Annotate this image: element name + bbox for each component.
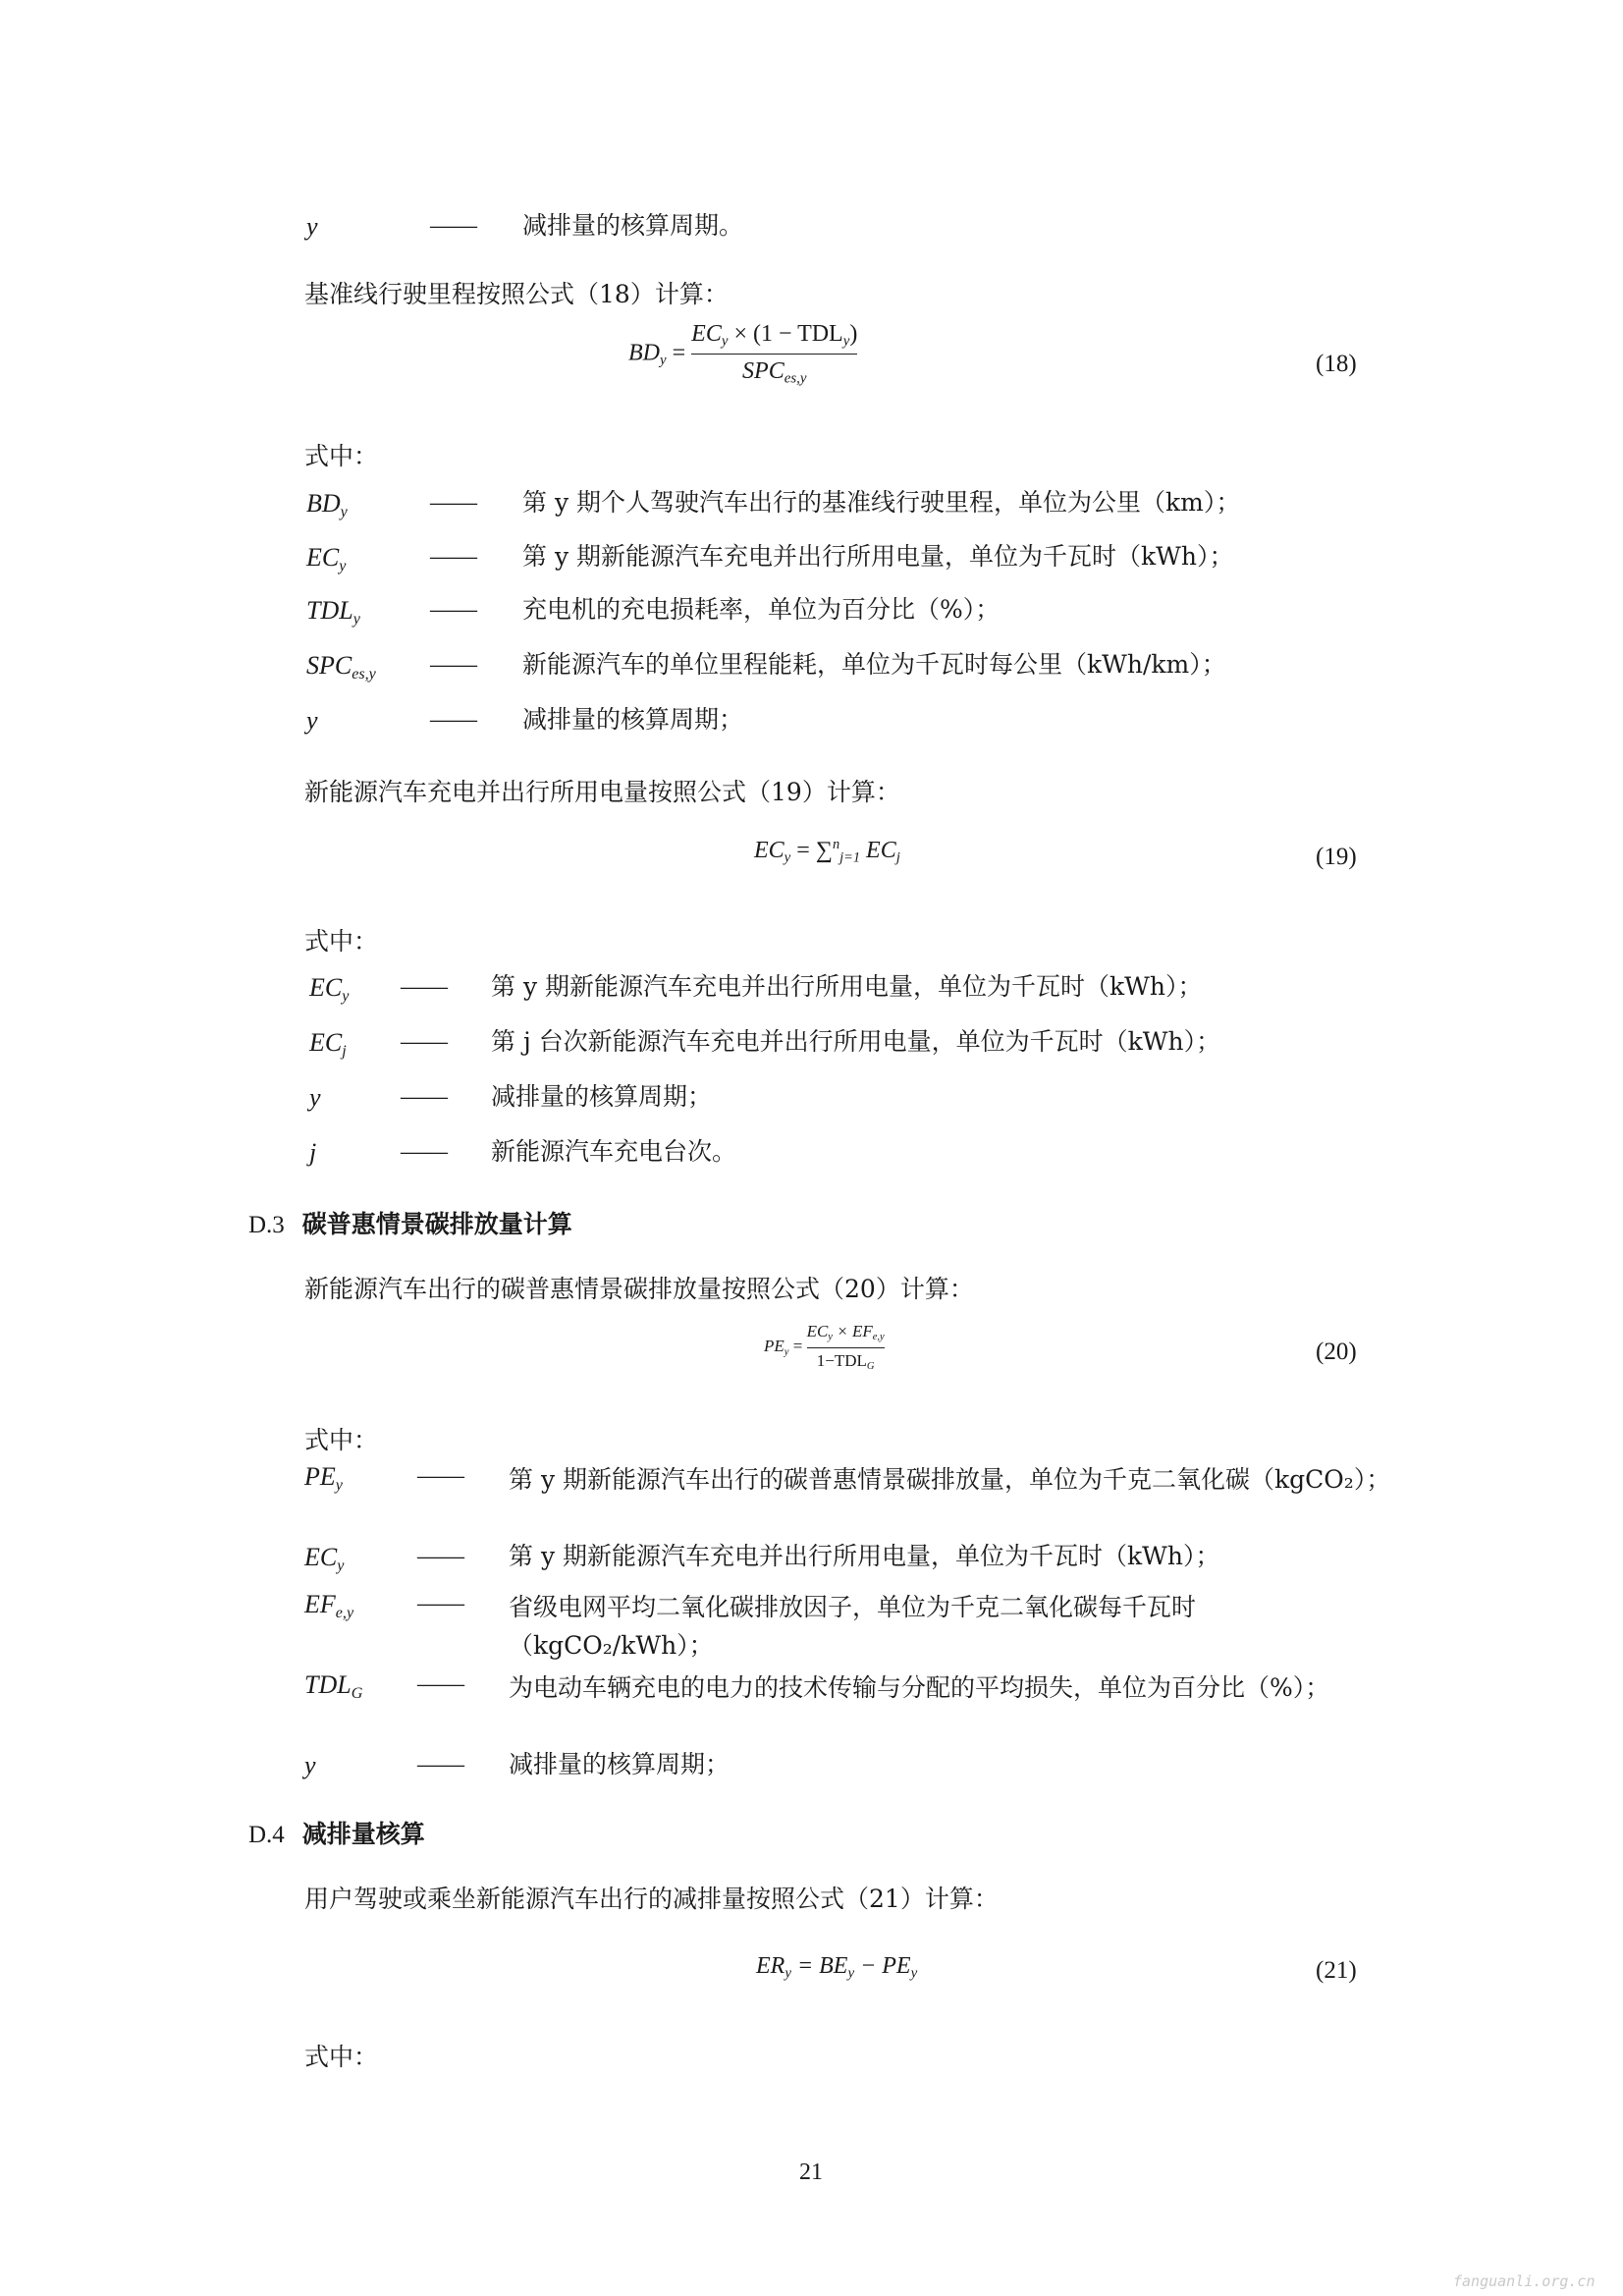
equation-number-20: (20) [1316, 1339, 1357, 1365]
equation-number-21: (21) [1316, 1957, 1357, 1984]
fraction-bar [691, 354, 857, 355]
formula-18-lhs-sub: y [660, 352, 667, 368]
definition-dash: —— [430, 597, 477, 623]
formula-19 [754, 837, 900, 867]
definition-symbol-subscript: y [340, 503, 348, 520]
definition-description: 充电机的充电损耗率，单位为百分比（%）； [522, 595, 1001, 624]
formula-21-mid: = BE [790, 1953, 848, 1979]
formula-21-tail: − PE [854, 1953, 911, 1979]
formula-18-fraction [691, 320, 857, 389]
formula-21 [756, 1952, 917, 1983]
definition-symbol-subscript: G [351, 1684, 363, 1702]
definition-symbol-base: PE [304, 1462, 336, 1491]
definition-symbol-base: y [304, 1751, 316, 1779]
formula-18-num-a-sub: y [721, 333, 729, 350]
where-label-1: 式中： [304, 442, 379, 470]
formula-20-num-b: × EF [832, 1322, 873, 1340]
formula-20-num-b-sub: e,y [872, 1332, 885, 1343]
definition-symbol-base: EC [309, 973, 343, 1002]
definition-description: 新能源汽车的单位里程能耗，单位为千瓦时每公里（kWh/km）； [522, 650, 1226, 679]
definition-symbol [306, 542, 346, 575]
definition-symbol-subscript: e,y [335, 1604, 354, 1621]
definition-description: 减排量的核算周期； [509, 1750, 730, 1778]
definition-symbol [304, 1461, 343, 1495]
section-d4-heading [248, 1820, 425, 1850]
formula-19-lhs-sub: y [784, 849, 791, 866]
formula-18-num-a: EC [691, 321, 722, 347]
intro-formula-18: 基准线行驶里程按照公式（18）计算： [304, 280, 729, 308]
formula-20-denominator [817, 1351, 875, 1370]
definition-dash: —— [417, 1671, 464, 1697]
definition-symbol-base: TDL [306, 596, 353, 625]
definition-symbol-base: j [309, 1138, 317, 1167]
formula-20-lhs-sub: y [784, 1346, 789, 1358]
definition-dash: —— [417, 1544, 464, 1569]
section-d3-heading [248, 1210, 572, 1240]
definition-dash: —— [430, 707, 477, 733]
definition-dash: —— [430, 490, 477, 516]
equation-number-19: (19) [1316, 844, 1357, 870]
formula-20: $PE_y = \frac{EC_y \times EF_{e,y}}{1-TDL_G}$ [764, 1322, 885, 1372]
definition-description: 新能源汽车充电台次。 [491, 1137, 737, 1166]
formula-21-lhs: ER [756, 1953, 785, 1979]
formula-21-tail-sub: y [910, 1965, 918, 1982]
top-def-dash: —— [430, 213, 477, 239]
definition-symbol-base: EC [309, 1028, 343, 1057]
definition-description: 第 y 期新能源汽车充电并出行所用电量，单位为千瓦时（kWh）； [509, 1542, 1220, 1570]
intro-formula-21: 用户驾驶或乘坐新能源汽车出行的减排量按照公式（21）计算： [304, 1885, 999, 1913]
definition-symbol [309, 972, 349, 1006]
where-label-2: 式中： [304, 927, 379, 956]
formula-19-lhs: EC [754, 838, 784, 863]
formula-20-numerator [806, 1322, 885, 1343]
formula-18-lhs: BD [628, 340, 660, 366]
definition-symbol [309, 1082, 321, 1116]
formula-18-num-b-sub: y [842, 333, 850, 350]
definition-symbol-subscript: j [342, 1042, 347, 1060]
definition-symbol-subscript: y [342, 987, 350, 1005]
intro-formula-20: 新能源汽车出行的碳普惠情景碳排放量按照公式（20）计算： [304, 1275, 974, 1303]
formula-20-num: EC [806, 1322, 829, 1340]
formula-19-lower: j=1 [839, 849, 861, 866]
intro-formula-19: 新能源汽车充电并出行所用电量按照公式（19）计算： [304, 778, 900, 806]
top-def-description: 减排量的核算周期。 [522, 211, 744, 240]
formula-19-tail: EC [860, 838, 896, 863]
definition-symbol [304, 1589, 353, 1622]
definition-description: 第 y 期个人驾驶汽车出行的基准线行驶里程，单位为公里（km）； [522, 488, 1241, 517]
definition-description: 第 y 期新能源汽车充电并出行所用电量，单位为千瓦时（kWh）； [491, 972, 1203, 1001]
formula-21-mid-sub: y [847, 1965, 855, 1982]
definition-dash: —— [430, 544, 477, 570]
definition-symbol-subscript: y [339, 557, 347, 574]
definition-dash: —— [430, 652, 477, 678]
formula-20-lhs: PE [764, 1337, 784, 1356]
definition-dash: —— [401, 1084, 448, 1110]
formula-21-lhs-sub: y [784, 1965, 791, 1982]
formula-18-denominator [742, 358, 807, 387]
page-number: 21 [799, 2159, 823, 2185]
definition-symbol-base: BD [306, 489, 341, 518]
definition-dash: —— [401, 1139, 448, 1165]
definition-symbol-base: EC [304, 1543, 338, 1571]
definition-symbol [304, 1542, 344, 1575]
definition-symbol [306, 650, 376, 683]
definition-symbol-base: y [309, 1083, 321, 1112]
definition-symbol [306, 595, 360, 629]
definition-symbol-base: EF [304, 1590, 336, 1618]
definition-description: 省级电网平均二氧化碳排放因子，单位为千克二氧化碳每千瓦时（kgCO₂/kWh）； [509, 1593, 1197, 1660]
formula-20-fraction [807, 1322, 885, 1374]
formula-18-num-b: × (1 − TDL [728, 321, 843, 347]
formula-18: $BD_y = \frac{EC_y \times (1 - TDL_y)}{SPC_{es,y}}$ [628, 321, 858, 387]
definition-description: 第 y 期新能源汽车充电并出行所用电量，单位为千瓦时（kWh）； [522, 542, 1234, 571]
definition-description: 第 j 台次新能源汽车充电并出行所用电量，单位为千瓦时（kWh）； [491, 1027, 1221, 1056]
section-d4-number: D.4 [248, 1822, 285, 1848]
section-d3-title: 碳普惠情景碳排放量计算 [301, 1210, 572, 1238]
definition-symbol-base: EC [306, 543, 340, 572]
formula-19-tail-sub: j [895, 849, 900, 866]
definition-description: 减排量的核算周期； [491, 1082, 713, 1111]
definition-symbol-base: TDL [304, 1670, 352, 1699]
definition-symbol [304, 1669, 362, 1703]
section-d4-title: 减排量核算 [301, 1820, 425, 1848]
formula-18-numerator [691, 321, 858, 350]
formula-18-den: SPC [742, 358, 784, 385]
definition-dash: —— [417, 1752, 464, 1777]
definition-description: 为电动车辆充电的电力的技术传输与分配的平均损失，单位为百分比（%）； [509, 1673, 1330, 1702]
definition-dash: —— [417, 1463, 464, 1489]
definition-symbol-base: SPC [306, 651, 352, 680]
formula-18-num-c: ) [849, 321, 858, 347]
definition-symbol-subscript: es,y [352, 665, 376, 683]
section-d3-number: D.3 [248, 1212, 285, 1238]
formula-20-den: 1−TDL [816, 1350, 867, 1370]
definition-description: 减排量的核算周期； [522, 705, 744, 734]
definition-description: 第 y 期新能源汽车出行的碳普惠情景碳排放量，单位为千克二氧化碳（kgCO₂）； [509, 1465, 1391, 1494]
watermark: fanguanli.org.cn [1453, 2272, 1596, 2290]
definition-symbol-subscript: y [335, 1476, 343, 1494]
definition-symbol-base: y [306, 706, 318, 735]
definition-symbol [306, 705, 318, 738]
formula-20-den-sub: G [866, 1360, 875, 1372]
where-label-3: 式中： [304, 1426, 379, 1454]
definition-symbol [309, 1027, 347, 1061]
top-def-symbol: y [306, 212, 318, 241]
definition-symbol [309, 1137, 316, 1171]
definition-symbol-subscript: y [337, 1557, 345, 1574]
equation-number-18: (18) [1316, 351, 1357, 377]
definition-symbol-subscript: y [352, 610, 360, 628]
where-label-4: 式中： [304, 2043, 379, 2071]
formula-18-den-sub: es,y [784, 370, 807, 387]
definition-symbol [304, 1750, 316, 1783]
formula-19-upper: n [832, 837, 840, 852]
fraction-bar [807, 1347, 885, 1348]
formula-19-sum: = ∑ [790, 838, 833, 863]
definition-dash: —— [401, 974, 448, 1000]
definition-dash: —— [401, 1029, 448, 1055]
formula-20-num-sub: y [828, 1332, 833, 1343]
definition-symbol [306, 488, 348, 521]
definition-dash: —— [417, 1591, 464, 1616]
